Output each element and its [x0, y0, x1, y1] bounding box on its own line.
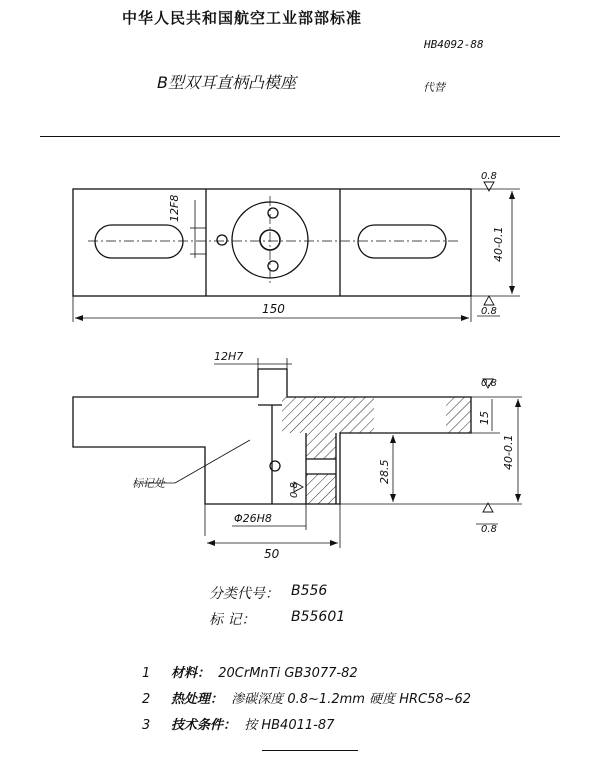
- classification-code-label: 分类代号：: [209, 586, 279, 602]
- classification-mark-label: 标 记：: [209, 612, 256, 628]
- dim-50: 50: [264, 547, 280, 560]
- note-label: 材料：: [170, 666, 210, 681]
- front-view: [73, 358, 522, 548]
- note-text: 20CrMnTi GB3077-82: [218, 666, 358, 681]
- dim-15: 15: [478, 411, 491, 425]
- dim-12f8: 12F8: [168, 194, 181, 222]
- dim-40-top: 40-0.1: [492, 226, 505, 262]
- roughness-front-bottom: 0.8: [481, 524, 497, 535]
- dim-12h7: 12H7: [214, 350, 244, 363]
- note-text: 按 HB4011-87: [244, 718, 335, 733]
- dim-28-5: 28.5: [378, 459, 391, 484]
- document-title: B型双耳直柄凸模座: [157, 73, 296, 92]
- end-divider: [262, 750, 358, 751]
- classification-mark-value: B55601: [291, 609, 346, 625]
- replace-note: 代替: [423, 81, 445, 94]
- classification-code-value: B556: [291, 583, 328, 599]
- dim-150: 150: [262, 302, 285, 316]
- note-2: [142, 688, 471, 707]
- note-text: 渗碳深度 0.8~1.2mm 硬度 HRC58~62: [231, 692, 472, 707]
- right-slot: [358, 225, 446, 258]
- top-view-outline: [73, 189, 471, 296]
- note-label: 热处理：: [170, 692, 223, 707]
- dim-bore: Φ26H8: [234, 512, 272, 525]
- roughness-top-view-top: 0.8: [481, 171, 497, 182]
- roughness-front-top: 0.8: [481, 378, 497, 389]
- dim-40-front: 40-0.1: [502, 434, 515, 470]
- standard-title: 中华人民共和国航空工业部部标准: [122, 9, 363, 27]
- standard-code: HB4092-88: [424, 38, 484, 51]
- top-view: [73, 182, 520, 322]
- note-number: 1: [142, 666, 151, 681]
- left-slot: [95, 225, 183, 258]
- note-label: 技术条件：: [170, 718, 236, 733]
- note-1: [142, 662, 358, 681]
- note-number: 2: [142, 692, 151, 707]
- marking-label: 标记处: [132, 477, 165, 490]
- note-number: 3: [142, 718, 151, 733]
- roughness-front-inner: 0.8: [289, 482, 300, 498]
- roughness-top-view-bottom: 0.8: [481, 306, 497, 317]
- note-3: [142, 714, 334, 733]
